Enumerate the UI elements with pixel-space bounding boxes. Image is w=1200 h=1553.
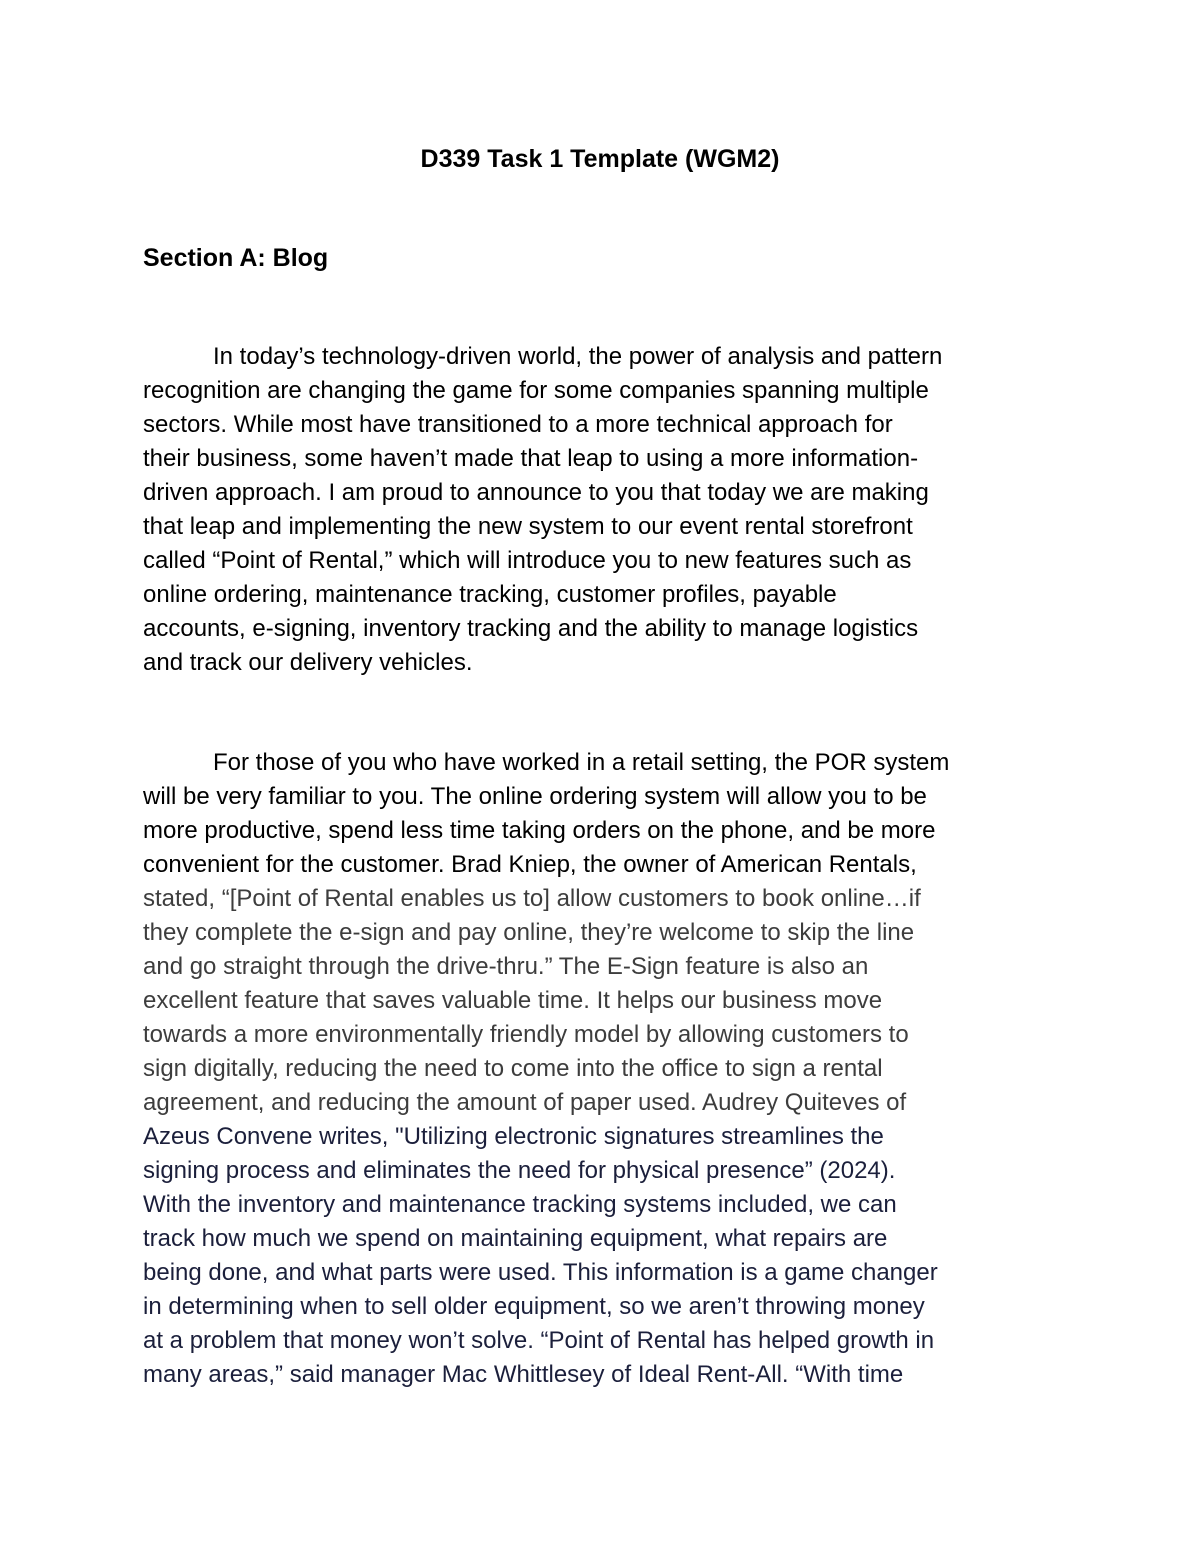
paragraph-line: called “Point of Rental,” which will introduce you to new features such as [143, 547, 912, 574]
paragraph-line: will be very familiar to you. The online ordering system will allow you to be [143, 783, 927, 810]
paragraph-line: In today’s technology-driven world, the power of analysis and pattern [213, 343, 943, 370]
paragraph-line: signing process and eliminates the need for physical presence” (2024). [143, 1157, 896, 1184]
paragraph-line: convenient for the customer. Brad Kniep, the owner of American Rentals, [143, 851, 917, 878]
paragraph-line: excellent feature that saves valuable time. It helps our business move [143, 987, 883, 1014]
document-title: D339 Task 1 Template (WGM2) [420, 145, 780, 173]
paragraph-line: many areas,” said manager Mac Whittlesey of Ideal Rent-All. “With time [143, 1361, 904, 1388]
paragraph-line: sign digitally, reducing the need to come into the office to sign a rental [143, 1055, 883, 1082]
paragraph-line: agreement, and reducing the amount of paper used. Audrey Quiteves of [143, 1089, 907, 1116]
paragraph-2 [143, 746, 1063, 1392]
paragraph-line: With the inventory and maintenance tracking systems included, we can [143, 1191, 897, 1218]
paragraph-line: For those of you who have worked in a retail setting, the POR system [213, 749, 950, 776]
paragraph-line: sectors. While most have transitioned to a more technical approach for [143, 411, 893, 438]
section-heading: Section A: Blog [143, 244, 329, 272]
paragraph-line: and track our delivery vehicles. [143, 649, 473, 676]
paragraph-line: stated, “[Point of Rental enables us to] allow customers to book online…if [143, 885, 921, 912]
paragraph-line: driven approach. I am proud to announce to you that today we are making [143, 479, 929, 506]
paragraph-line: at a problem that money won’t solve. “Point of Rental has helped growth in [143, 1327, 935, 1354]
paragraph-line: in determining when to sell older equipment, so we aren’t throwing money [143, 1293, 925, 1320]
paragraph-line: online ordering, maintenance tracking, customer profiles, payable [143, 581, 837, 608]
paragraph-line: accounts, e-signing, inventory tracking and the ability to manage logistics [143, 615, 919, 642]
paragraph-line: and go straight through the drive-thru.” The E-Sign feature is also an [143, 953, 869, 980]
paragraph-1 [143, 340, 1063, 680]
paragraph-line: Azeus Convene writes, "Utilizing electronic signatures streamlines the [143, 1123, 884, 1150]
paragraph-line: towards a more environmentally friendly model by allowing customers to [143, 1021, 909, 1048]
paragraph-line: they complete the e-sign and pay online, they’re welcome to skip the line [143, 919, 915, 946]
paragraph-line: track how much we spend on maintaining equipment, what repairs are [143, 1225, 888, 1252]
paragraph-line: more productive, spend less time taking orders on the phone, and be more [143, 817, 936, 844]
paragraph-line: recognition are changing the game for some companies spanning multiple [143, 377, 929, 404]
paragraph-line: being done, and what parts were used. This information is a game changer [143, 1259, 938, 1286]
paragraph-line: that leap and implementing the new system to our event rental storefront [143, 513, 913, 540]
paragraph-line: their business, some haven’t made that leap to using a more information- [143, 445, 919, 472]
